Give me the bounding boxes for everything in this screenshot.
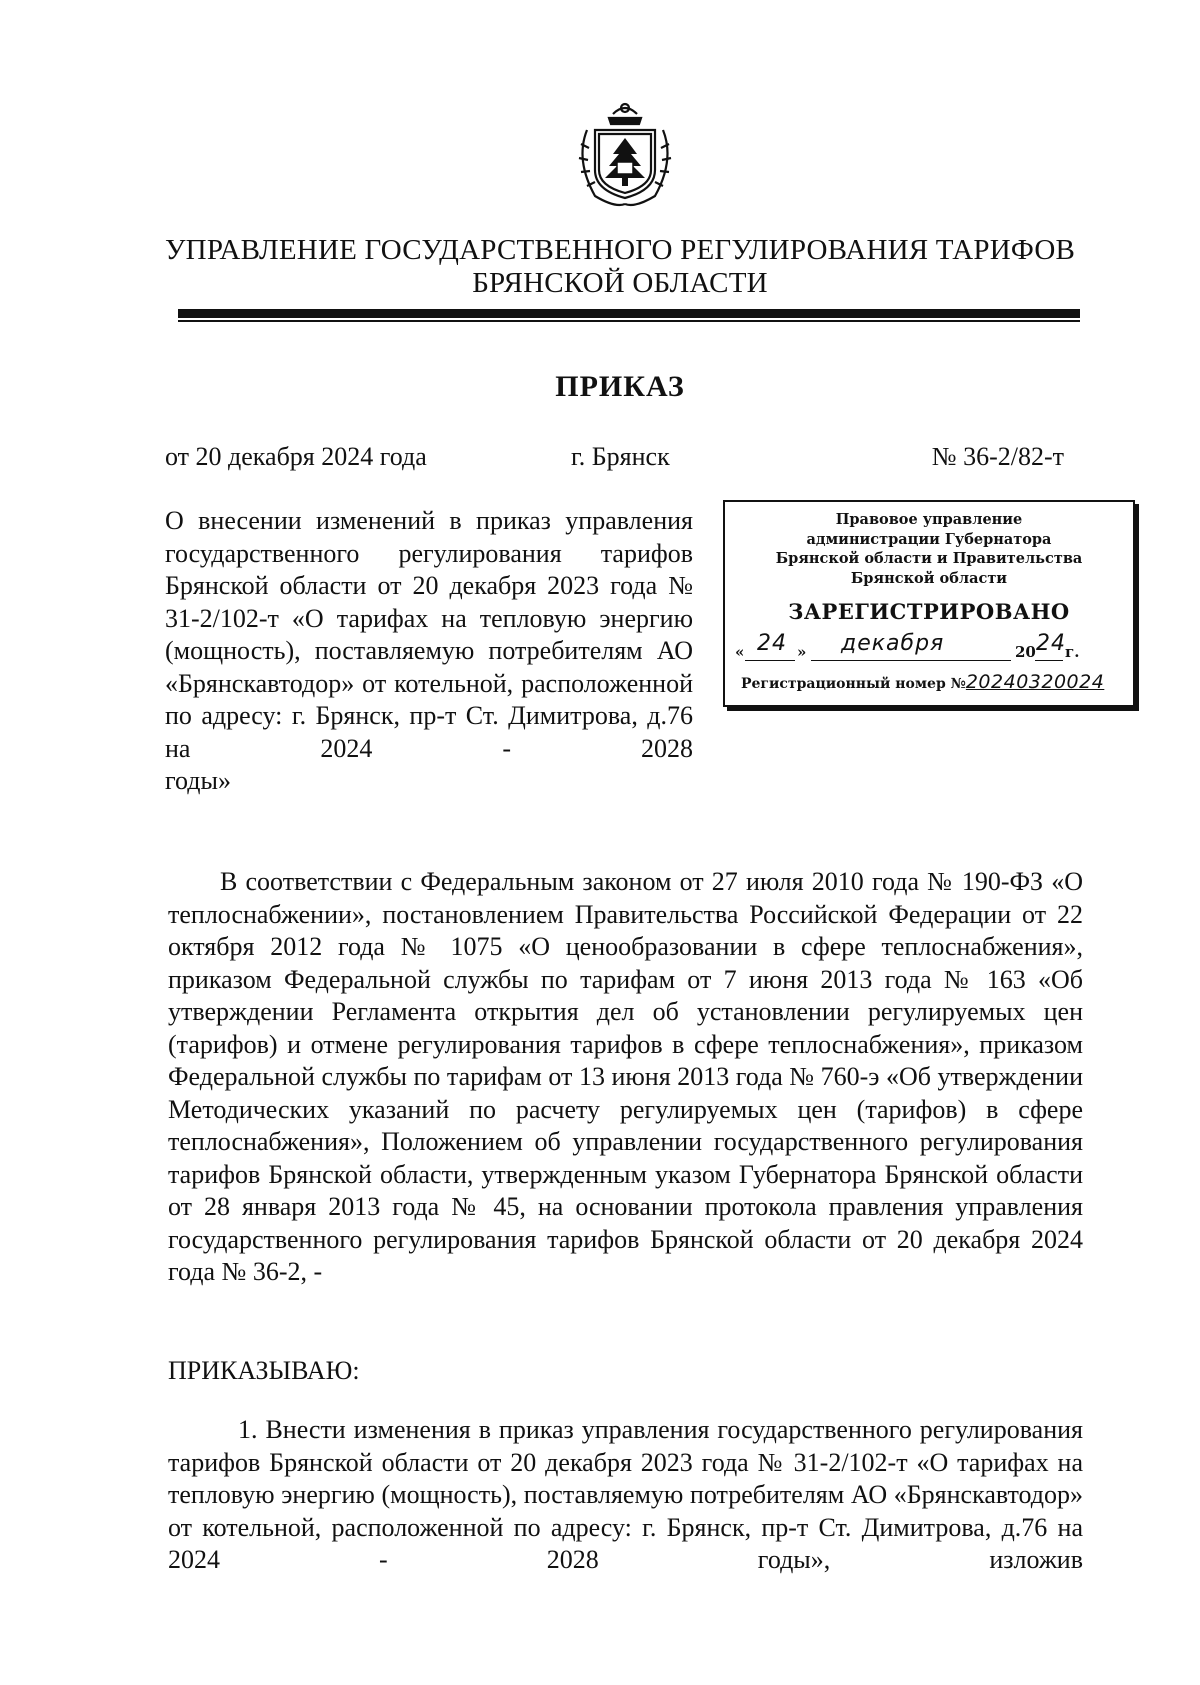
stamp-registration-number-row: [741, 671, 1104, 693]
stamp-year-line: [1035, 660, 1063, 661]
header-divider-thick: [178, 309, 1080, 318]
stamp-registration-number: 20240320024: [965, 671, 1105, 693]
order-date: от 20 декабря 2024 года: [165, 442, 427, 471]
stamp-year-prefix: 20: [1015, 643, 1036, 661]
order-directive: ПРИКАЗЫВАЮ:: [168, 1356, 360, 1385]
organization-title: [160, 234, 1080, 300]
order-subject-text: О внесении изменений в приказ управления государственного регулирования тарифов Брянской области от 20 декабря 2023 года № 31-2/102-т «О тарифах на тепловую энергию (мощность), поставляемую потребителям АО «Брянскавтодор» от котельной, расположенной по адресу: г. Брянск, пр-т Ст. Димитрова, д.76 на 2024 - 2028: [165, 506, 693, 763]
document-type-title: ПРИКАЗ: [555, 370, 685, 403]
stamp-registered-label: ЗАРЕГИСТРИРОВАНО: [788, 599, 1070, 624]
stamp-day-line: [745, 660, 795, 661]
stamp-institution-line-1: Правовое управление: [835, 511, 1023, 528]
organization-title-line-2: БРЯНСКОЙ ОБЛАСТИ: [472, 267, 768, 299]
preamble-paragraph: В соответствии с Федеральным законом от 27 июля 2010 года № 190-ФЗ «О теплоснабжении», постановлением Правительства Российской Федерации от 22 октября 2012 года № 1075 «О ценообразовании в сфере теплоснабжения», приказом Федеральной службы по тарифам от 7 июня 2013 года № 163 «Об утверждении Регламента открытия дел об установлении регулируемых цен (тарифов) и отмене регулирования тарифов в сфере теплоснабжения», приказом Федеральной службы по тарифам от 13 июня 2013 года № 760-э «Об утверждении Методических указаний по расчету регулируемых цен (тарифов) в сфере теплоснабжения», Положением об управлении государственного регулирования тарифов Брянской области, утвержденным указом Губернатора Брянской области от 28 января 2013 года № 45, на основании протокола правления управления государственного регулирования тарифов Брянской области от 20 декабря 2024 года № 36-2, -: [168, 867, 1083, 1286]
stamp-institution: [725, 510, 1133, 588]
stamp-date-row: [735, 631, 1123, 663]
bryansk-region-coat-of-arms-icon: [565, 100, 685, 212]
stamp-institution-line-3: Брянской области и Правительства: [775, 550, 1083, 567]
order-city: г. Брянск: [571, 442, 670, 471]
stamp-year-suffix: 24: [1036, 631, 1066, 656]
stamp-month-line: [811, 660, 1011, 661]
header-divider-thin: [178, 320, 1080, 322]
stamp-open-quote: «: [735, 643, 745, 661]
stamp-institution-line-2: администрации Губернатора: [806, 530, 1052, 548]
stamp-month: декабря: [841, 631, 945, 656]
order-item-1: 1. Внести изменения в приказ управления государственного регулирования тарифов Брянской области от 20 декабря 2023 года № 31-2/102-т «О тарифах на тепловую энергию (мощность), поставляемую потребителям АО «Брянскавтодор» от котельной, расположенной по адресу: г. Брянск, пр-т Ст. Димитрова, д.76 на 2024 - 2028 годы», изложив: [168, 1415, 1083, 1574]
stamp-day: 24: [757, 631, 787, 656]
order-subject: [165, 505, 693, 798]
organization-title-line-1: УПРАВЛЕНИЕ ГОСУДАРСТВЕННОГО РЕГУЛИРОВАНИЯ ТАРИФОВ: [164, 234, 1076, 266]
stamp-registration-label: Регистрационный номер №: [741, 676, 966, 692]
order-subject-last-line: годы»: [165, 766, 231, 795]
stamp-institution-line-4: Брянской области: [850, 569, 1008, 587]
stamp-close-quote: »: [797, 643, 807, 661]
order-number: № 36-2/82-т: [931, 442, 1064, 471]
registration-stamp: [723, 500, 1135, 707]
stamp-year-unit: г.: [1065, 643, 1080, 661]
